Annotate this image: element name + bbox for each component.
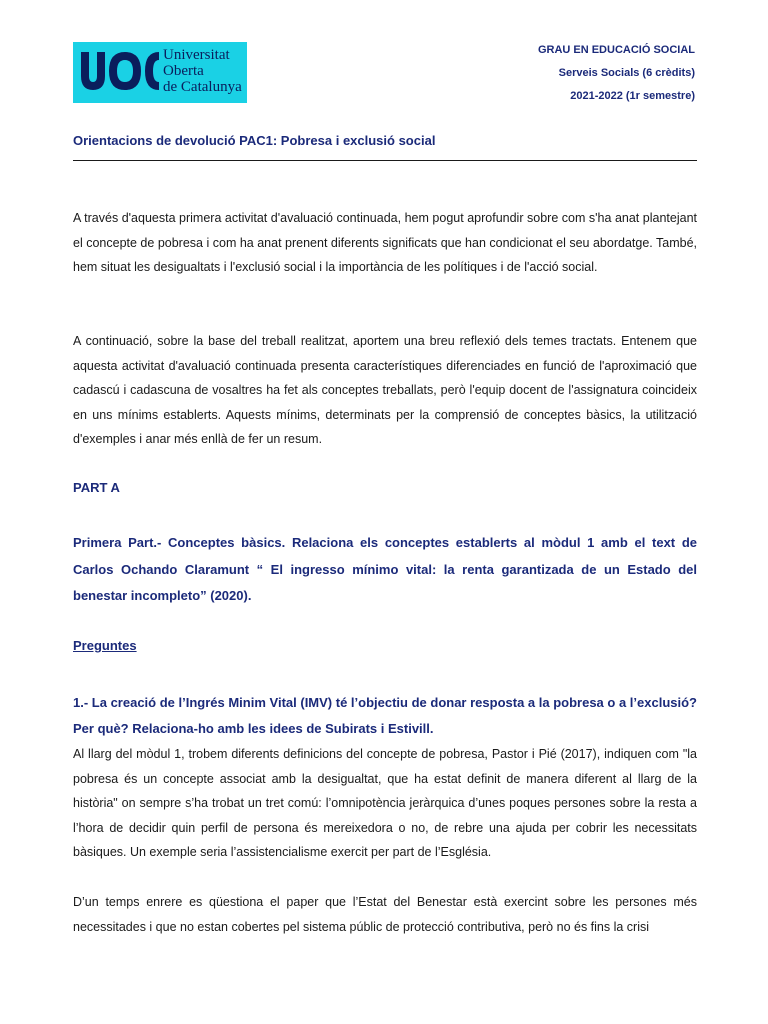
part-a-heading: PART A	[73, 480, 120, 495]
logo-text	[163, 47, 242, 95]
answer-1-continuation: D’un temps enrere es qüestiona el paper que l’Estat del Benestar està exercint sobre les persones més necessitades i que no estan cobertes pel sistema públic de protecció contributiva, però no és fins la crisi	[73, 895, 697, 934]
title-divider	[73, 160, 697, 161]
logo-line-2: Oberta	[163, 63, 204, 79]
document-title: Orientacions de devolució PAC1: Pobresa i exclusió social	[73, 133, 436, 148]
logo-line-1: Universitat	[163, 47, 230, 63]
preguntes-heading: Preguntes	[73, 638, 137, 653]
uoc-logo	[73, 42, 247, 103]
degree-name: GRAU EN EDUCACIÓ SOCIAL	[537, 44, 695, 56]
primera-part-heading: Primera Part.- Conceptes bàsics. Relaciona els conceptes establerts al mòdul 1 amb el text de Carlos Ochando Claramunt “ El ingresso mínimo vital: la renta garantizada de un Estado del benestar incompleto” (2020).	[73, 535, 697, 603]
academic-term: 2021-2022 (1r semestre)	[570, 90, 695, 102]
question-1: 1.- La creació de l’Ingrés Minim Vital (IMV) té l’objectiu de donar resposta a la pobresa o a l’exclusió? Per què? Relaciona-ho amb les idees de Subirats i Estivill.	[73, 695, 697, 736]
logo-line-3: de Catalunya	[163, 79, 242, 95]
intro-paragraph: A través d'aquesta primera activitat d'avaluació continuada, hem pogut aprofundir sobre com s'ha anat plantejant el concepte de pobresa i com ha anat prenent diferents significats que han condicionat el seu abordatge. També, hem situat les desigualtats i l'exclusió social i la importància de les polítiques i de l'acció social.	[73, 211, 697, 274]
continuation-paragraph: A continuació, sobre la base del treball realitzat, aportem una breu reflexió dels temes tractats. Entenem que aquesta activitat d'avaluació continuada presenta característiques diferenciades en funció de l'aproximació que cadascú i cadascuna de vosaltres ha fet als conceptes treballats, però l'equip docent de l'assignatura coincideix en uns mínims establerts. Aquests mínims, determinats per la comprensió de conceptes bàsics, la utilització d'exemples i anar més enllà de fer un resum.	[73, 334, 697, 446]
course-name: Serveis Socials (6 crèdits)	[558, 67, 695, 79]
course-header	[538, 42, 695, 111]
answer-1-paragraph: Al llarg del mòdul 1, trobem diferents definicions del concepte de pobresa, Pastor i Pié (2017), indiquen com "la pobresa és un concepte associat amb la desigualtat, que ha estat definit de manera diferent al llarg de la història" on sempre s’ha trobat un tret comú: l’omnipotència jeràrquica d’unes poques persones sobre la resta a l’hora de decidir quin perfil de persona és mereixedora o no, de rebre una ajuda per cobrir les necessitats bàsiques. Un exemple seria l’assistencialisme exercit per part de l’Església.	[73, 747, 697, 859]
